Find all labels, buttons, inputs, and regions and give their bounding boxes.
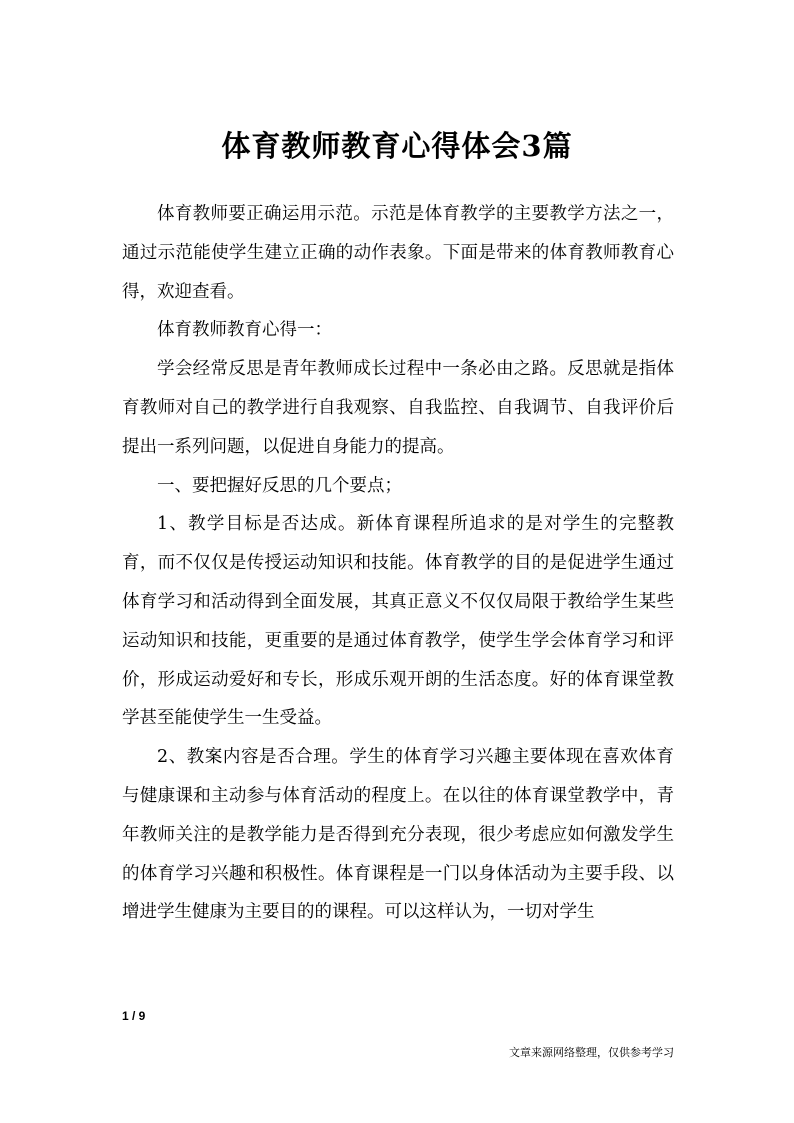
document-title: 体育教师教育心得体会3篇 (221, 129, 573, 163)
footer-note: 文章来源网络整理，仅供参考学习 (509, 1046, 674, 1059)
paragraph-intro: 体育教师要正确运用示范。示范是体育教学的主要教学方法之一，通过示范能使学生建立正确的动作表象。下面是带来的体育教师教育心得，欢迎查看。 (122, 204, 674, 302)
document-body (122, 195, 674, 932)
paragraph-point-1: 1、教学目标是否达成。新体育课程所追求的是对学生的完整教育，而不仅仅是传授运动知识和技能。体育教学的目的是促进学生通过体育学习和活动得到全面发展，其真正意义不仅仅局限于教给学生某些运动知识和技能，更重要的是通过体育教学，使学生学会体育学习和评价，形成运动爱好和专长，形成乐观开朗的生活态度。好的体育课堂教学甚至能使学生一生受益。 (122, 514, 674, 729)
paragraph-point-2: 2、教案内容是否合理。学生的体育学习兴趣主要体现在喜欢体育与健康课和主动参与体育活动的程度上。在以往的体育课堂教学中，青年教师关注的是教学能力是否得到充分表现，很少考虑应如何激发学生的体育学习兴趣和积极性。体育课程是一门以身体活动为主要手段、以增进学生健康为主要目的的课程。可以这样认为，一切对学生 (122, 747, 674, 923)
paragraph-section-heading: 体育教师教育心得一： (157, 320, 332, 341)
page-number: 1 / 9 (122, 1009, 146, 1023)
paragraph-reflection: 学会经常反思是青年教师成长过程中一条必由之路。反思就是指体育教师对自己的教学进行自我观察、自我监控、自我调节、自我评价后提出一系列问题，以促进自身能力的提高。 (122, 359, 674, 457)
paragraph-subheading: 一、要把握好反思的几个要点； (157, 475, 402, 496)
